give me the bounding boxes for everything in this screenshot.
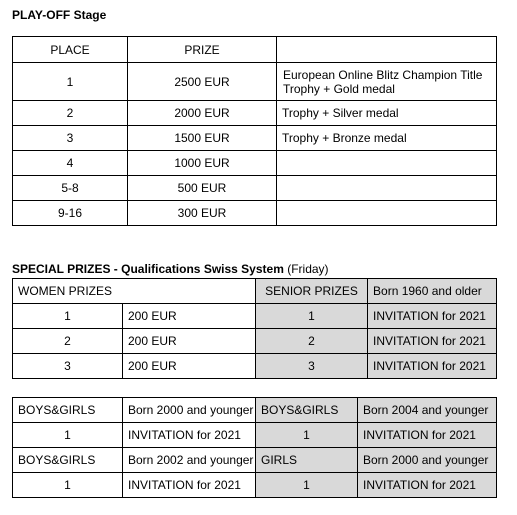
youth-prize-cell: INVITATION for 2021 bbox=[358, 423, 497, 448]
youth-born-label: Born 2000 and younger bbox=[358, 448, 497, 473]
prize-cell: 1000 EUR bbox=[128, 151, 277, 176]
youth-born-label: Born 2004 and younger bbox=[358, 398, 497, 423]
youth-born-label: Born 2002 and younger bbox=[123, 448, 256, 473]
header-place: PLACE bbox=[13, 37, 128, 63]
women-place-cell: 3 bbox=[13, 354, 123, 379]
table-row bbox=[13, 304, 497, 329]
extra-line-1: European Online Blitz Champion Title bbox=[283, 67, 483, 82]
table-header-row bbox=[13, 37, 497, 63]
senior-prizes-header: SENIOR PRIZES bbox=[256, 279, 368, 304]
senior-born-label: Born 1960 and older bbox=[368, 279, 497, 304]
youth-place-cell: 1 bbox=[13, 473, 123, 498]
women-place-cell: 1 bbox=[13, 304, 123, 329]
table-row bbox=[13, 176, 497, 201]
table-row bbox=[13, 354, 497, 379]
header-extra bbox=[277, 37, 497, 63]
extra-cell: Trophy + Bronze medal bbox=[277, 126, 497, 151]
senior-place-cell: 1 bbox=[256, 304, 368, 329]
special-prizes-title bbox=[12, 262, 329, 276]
extra-cell bbox=[277, 201, 497, 226]
extra-cell bbox=[277, 63, 497, 101]
playoff-title: PLAY-OFF Stage bbox=[12, 8, 107, 22]
playoff-table bbox=[12, 36, 497, 226]
table-row bbox=[13, 126, 497, 151]
senior-place-cell: 3 bbox=[256, 354, 368, 379]
youth-place-cell: 1 bbox=[256, 423, 358, 448]
prize-cell: 2500 EUR bbox=[128, 63, 277, 101]
place-cell: 4 bbox=[13, 151, 128, 176]
table-header-row bbox=[13, 448, 497, 473]
table-row bbox=[13, 423, 497, 448]
youth-prize-cell: INVITATION for 2021 bbox=[123, 473, 256, 498]
youth-category-label: BOYS&GIRLS bbox=[13, 398, 123, 423]
table-row bbox=[13, 329, 497, 354]
women-prize-cell: 200 EUR bbox=[123, 304, 256, 329]
women-place-cell: 2 bbox=[13, 329, 123, 354]
prize-cell: 500 EUR bbox=[128, 176, 277, 201]
table-row bbox=[13, 473, 497, 498]
youth-category-label: BOYS&GIRLS bbox=[13, 448, 123, 473]
place-cell: 5-8 bbox=[13, 176, 128, 201]
women-prizes-header: WOMEN PRIZES bbox=[13, 279, 256, 304]
youth-category-label: BOYS&GIRLS bbox=[256, 398, 358, 423]
youth-born-label: Born 2000 and younger bbox=[123, 398, 256, 423]
senior-prize-cell: INVITATION for 2021 bbox=[368, 329, 497, 354]
extra-line-2: Trophy + Gold medal bbox=[283, 81, 395, 96]
senior-place-cell: 2 bbox=[256, 329, 368, 354]
table-header-row bbox=[13, 279, 497, 304]
youth-prize-cell: INVITATION for 2021 bbox=[358, 473, 497, 498]
senior-prize-cell: INVITATION for 2021 bbox=[368, 354, 497, 379]
special-prizes-title-bold: SPECIAL PRIZES - Qualifications Swiss System bbox=[12, 262, 284, 276]
table-header-row bbox=[13, 398, 497, 423]
youth-place-cell: 1 bbox=[13, 423, 123, 448]
women-prize-cell: 200 EUR bbox=[123, 354, 256, 379]
header-prize: PRIZE bbox=[128, 37, 277, 63]
table-row bbox=[13, 101, 497, 126]
table-row bbox=[13, 151, 497, 176]
place-cell: 1 bbox=[13, 63, 128, 101]
senior-prize-cell: INVITATION for 2021 bbox=[368, 304, 497, 329]
special-prizes-table bbox=[12, 278, 497, 379]
place-cell: 2 bbox=[13, 101, 128, 126]
youth-prize-cell: INVITATION for 2021 bbox=[123, 423, 256, 448]
prize-cell: 300 EUR bbox=[128, 201, 277, 226]
youth-category-label: GIRLS bbox=[256, 448, 358, 473]
extra-cell: Trophy + Silver medal bbox=[277, 101, 497, 126]
place-cell: 3 bbox=[13, 126, 128, 151]
extra-cell bbox=[277, 151, 497, 176]
table-row bbox=[13, 63, 497, 101]
youth-prizes-table-1 bbox=[12, 397, 497, 498]
extra-cell bbox=[277, 176, 497, 201]
youth-place-cell: 1 bbox=[256, 473, 358, 498]
special-prizes-title-day: (Friday) bbox=[287, 262, 329, 276]
women-prize-cell: 200 EUR bbox=[123, 329, 256, 354]
prize-cell: 1500 EUR bbox=[128, 126, 277, 151]
prize-cell: 2000 EUR bbox=[128, 101, 277, 126]
table-row bbox=[13, 201, 497, 226]
place-cell: 9-16 bbox=[13, 201, 128, 226]
